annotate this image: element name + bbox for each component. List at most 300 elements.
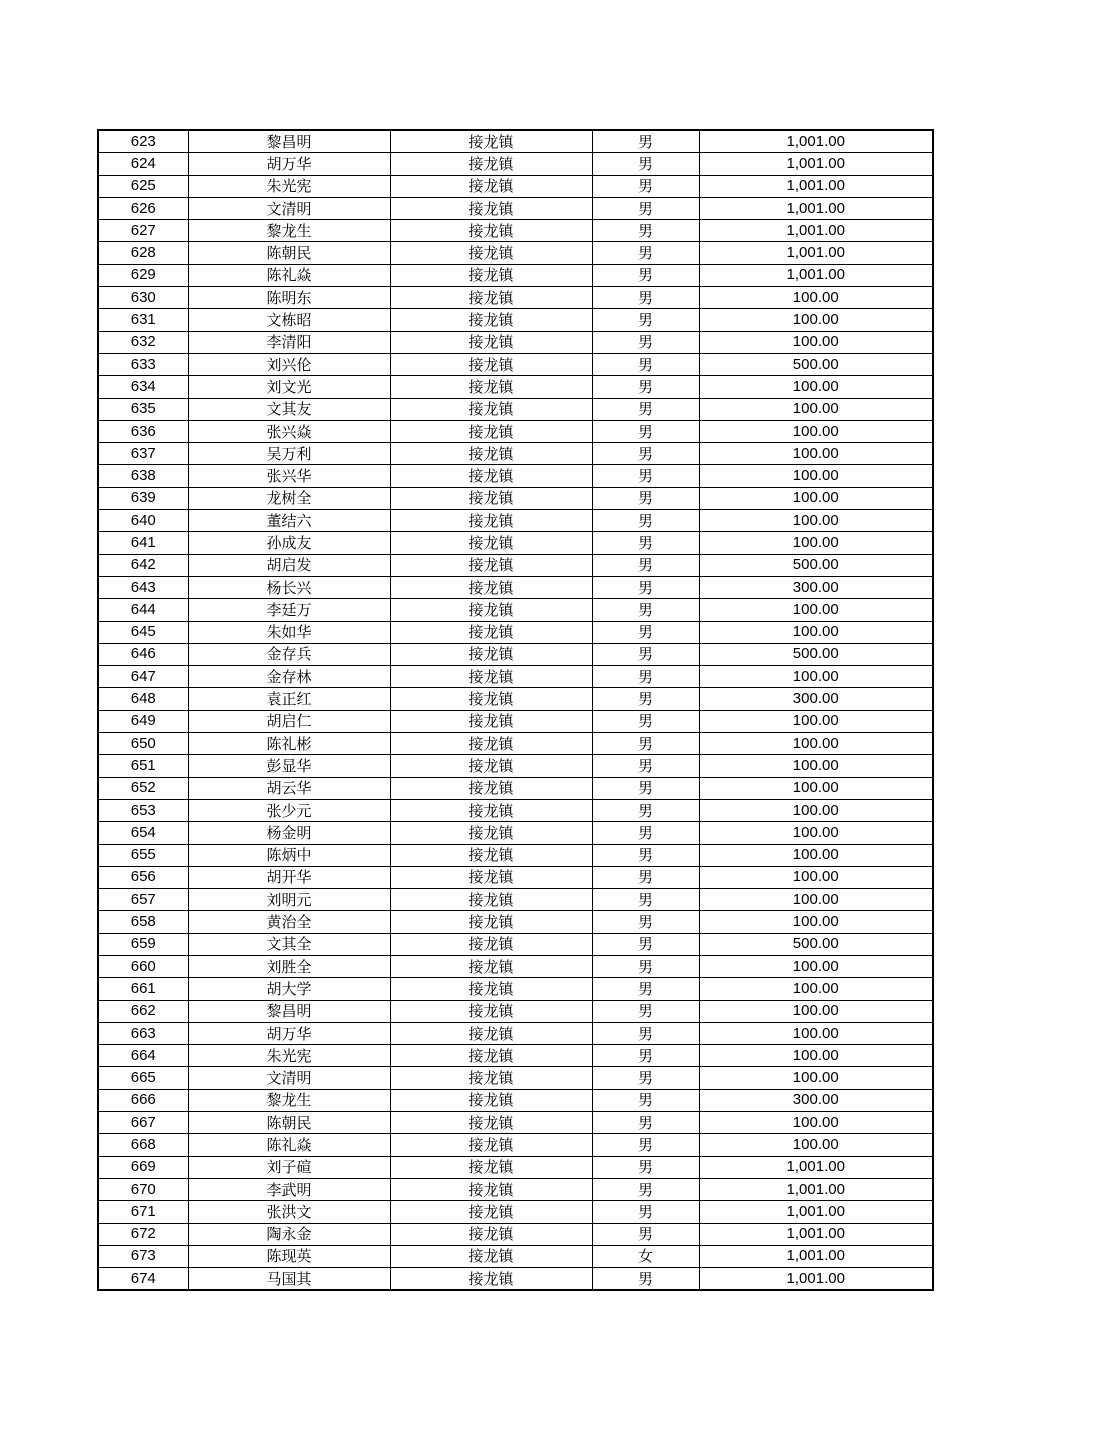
name-cell: 文其友 [188, 398, 390, 420]
row-number-cell: 665 [98, 1067, 188, 1089]
gender-cell: 男 [592, 220, 699, 242]
table-row [98, 1134, 933, 1156]
town-cell: 接龙镇 [390, 666, 592, 688]
amount-cell: 100.00 [699, 1112, 933, 1134]
name-cell: 胡万华 [188, 1022, 390, 1044]
table-row [98, 643, 933, 665]
gender-cell: 男 [592, 1156, 699, 1178]
town-cell: 接龙镇 [390, 1067, 592, 1089]
gender-cell: 男 [592, 1112, 699, 1134]
gender-cell: 女 [592, 1245, 699, 1267]
row-number-cell: 670 [98, 1178, 188, 1200]
town-cell: 接龙镇 [390, 130, 592, 153]
row-number-cell: 642 [98, 554, 188, 576]
town-cell: 接龙镇 [390, 487, 592, 509]
gender-cell: 男 [592, 777, 699, 799]
row-number-cell: 634 [98, 376, 188, 398]
gender-cell: 男 [592, 331, 699, 353]
name-cell: 胡云华 [188, 777, 390, 799]
town-cell: 接龙镇 [390, 153, 592, 175]
amount-cell: 100.00 [699, 1134, 933, 1156]
row-number-cell: 630 [98, 287, 188, 309]
amount-cell: 1,001.00 [699, 1245, 933, 1267]
town-cell: 接龙镇 [390, 955, 592, 977]
amount-cell: 100.00 [699, 532, 933, 554]
name-cell: 胡开华 [188, 866, 390, 888]
table-row [98, 1245, 933, 1267]
gender-cell: 男 [592, 197, 699, 219]
amount-cell: 100.00 [699, 666, 933, 688]
town-cell: 接龙镇 [390, 510, 592, 532]
gender-cell: 男 [592, 175, 699, 197]
town-cell: 接龙镇 [390, 287, 592, 309]
amount-cell: 1,001.00 [699, 1223, 933, 1245]
row-number-cell: 657 [98, 889, 188, 911]
name-cell: 陈明东 [188, 287, 390, 309]
amount-cell: 300.00 [699, 576, 933, 598]
amount-cell: 100.00 [699, 376, 933, 398]
row-number-cell: 672 [98, 1223, 188, 1245]
name-cell: 刘兴伦 [188, 353, 390, 375]
gender-cell: 男 [592, 1223, 699, 1245]
table-row [98, 443, 933, 465]
gender-cell: 男 [592, 1178, 699, 1200]
gender-cell: 男 [592, 1045, 699, 1067]
row-number-cell: 638 [98, 465, 188, 487]
table-row [98, 1022, 933, 1044]
town-cell: 接龙镇 [390, 799, 592, 821]
row-number-cell: 648 [98, 688, 188, 710]
row-number-cell: 668 [98, 1134, 188, 1156]
row-number-cell: 671 [98, 1201, 188, 1223]
table-row [98, 1089, 933, 1111]
amount-cell: 1,001.00 [699, 1201, 933, 1223]
town-cell: 接龙镇 [390, 1223, 592, 1245]
table-row [98, 844, 933, 866]
table-row [98, 1156, 933, 1178]
name-cell: 陈炳中 [188, 844, 390, 866]
amount-cell: 100.00 [699, 1045, 933, 1067]
gender-cell: 男 [592, 866, 699, 888]
row-number-cell: 673 [98, 1245, 188, 1267]
name-cell: 刘子碹 [188, 1156, 390, 1178]
row-number-cell: 626 [98, 197, 188, 219]
town-cell: 接龙镇 [390, 688, 592, 710]
town-cell: 接龙镇 [390, 889, 592, 911]
name-cell: 陈礼焱 [188, 1134, 390, 1156]
name-cell: 刘胜全 [188, 955, 390, 977]
row-number-cell: 628 [98, 242, 188, 264]
gender-cell: 男 [592, 1000, 699, 1022]
row-number-cell: 651 [98, 755, 188, 777]
gender-cell: 男 [592, 643, 699, 665]
row-number-cell: 660 [98, 955, 188, 977]
amount-cell: 100.00 [699, 733, 933, 755]
amount-cell: 500.00 [699, 643, 933, 665]
row-number-cell: 624 [98, 153, 188, 175]
gender-cell: 男 [592, 1089, 699, 1111]
name-cell: 胡万华 [188, 153, 390, 175]
name-cell: 龙树全 [188, 487, 390, 509]
row-number-cell: 674 [98, 1268, 188, 1291]
amount-cell: 1,001.00 [699, 242, 933, 264]
gender-cell: 男 [592, 889, 699, 911]
amount-cell: 100.00 [699, 911, 933, 933]
row-number-cell: 656 [98, 866, 188, 888]
amount-cell: 100.00 [699, 1067, 933, 1089]
town-cell: 接龙镇 [390, 733, 592, 755]
gender-cell: 男 [592, 264, 699, 286]
amount-cell: 100.00 [699, 955, 933, 977]
amount-cell: 100.00 [699, 1022, 933, 1044]
town-cell: 接龙镇 [390, 1178, 592, 1200]
table-row [98, 777, 933, 799]
amount-cell: 100.00 [699, 777, 933, 799]
row-number-cell: 640 [98, 510, 188, 532]
town-cell: 接龙镇 [390, 242, 592, 264]
town-cell: 接龙镇 [390, 554, 592, 576]
town-cell: 接龙镇 [390, 710, 592, 732]
town-cell: 接龙镇 [390, 621, 592, 643]
row-number-cell: 633 [98, 353, 188, 375]
name-cell: 胡启仁 [188, 710, 390, 732]
town-cell: 接龙镇 [390, 532, 592, 554]
amount-cell: 100.00 [699, 621, 933, 643]
town-cell: 接龙镇 [390, 1156, 592, 1178]
row-number-cell: 636 [98, 420, 188, 442]
amount-cell: 1,001.00 [699, 197, 933, 219]
gender-cell: 男 [592, 599, 699, 621]
row-number-cell: 667 [98, 1112, 188, 1134]
table-row [98, 532, 933, 554]
name-cell: 文其全 [188, 933, 390, 955]
town-cell: 接龙镇 [390, 1022, 592, 1044]
row-number-cell: 649 [98, 710, 188, 732]
row-number-cell: 669 [98, 1156, 188, 1178]
town-cell: 接龙镇 [390, 1134, 592, 1156]
table-row [98, 309, 933, 331]
name-cell: 李廷万 [188, 599, 390, 621]
name-cell: 陈朝民 [188, 1112, 390, 1134]
row-number-cell: 655 [98, 844, 188, 866]
town-cell: 接龙镇 [390, 755, 592, 777]
town-cell: 接龙镇 [390, 465, 592, 487]
row-number-cell: 631 [98, 309, 188, 331]
table-row [98, 1067, 933, 1089]
name-cell: 孙成友 [188, 532, 390, 554]
table-row [98, 599, 933, 621]
row-number-cell: 664 [98, 1045, 188, 1067]
row-number-cell: 650 [98, 733, 188, 755]
town-cell: 接龙镇 [390, 643, 592, 665]
table-row [98, 220, 933, 242]
amount-cell: 100.00 [699, 287, 933, 309]
row-number-cell: 663 [98, 1022, 188, 1044]
table-row [98, 554, 933, 576]
amount-cell: 100.00 [699, 844, 933, 866]
amount-cell: 100.00 [699, 331, 933, 353]
row-number-cell: 637 [98, 443, 188, 465]
row-number-cell: 629 [98, 264, 188, 286]
amount-cell: 1,001.00 [699, 1268, 933, 1291]
town-cell: 接龙镇 [390, 978, 592, 1000]
name-cell: 金存林 [188, 666, 390, 688]
name-cell: 李武明 [188, 1178, 390, 1200]
table-row [98, 933, 933, 955]
row-number-cell: 641 [98, 532, 188, 554]
gender-cell: 男 [592, 911, 699, 933]
town-cell: 接龙镇 [390, 376, 592, 398]
gender-cell: 男 [592, 532, 699, 554]
gender-cell: 男 [592, 688, 699, 710]
amount-cell: 100.00 [699, 1000, 933, 1022]
town-cell: 接龙镇 [390, 420, 592, 442]
name-cell: 朱光宪 [188, 175, 390, 197]
amount-cell: 500.00 [699, 933, 933, 955]
table-row [98, 264, 933, 286]
gender-cell: 男 [592, 733, 699, 755]
table-row [98, 1000, 933, 1022]
amount-cell: 1,001.00 [699, 130, 933, 153]
gender-cell: 男 [592, 1268, 699, 1291]
table-row [98, 510, 933, 532]
gender-cell: 男 [592, 621, 699, 643]
name-cell: 陈礼焱 [188, 264, 390, 286]
table-row [98, 197, 933, 219]
row-number-cell: 645 [98, 621, 188, 643]
name-cell: 陈朝民 [188, 242, 390, 264]
town-cell: 接龙镇 [390, 1268, 592, 1291]
amount-cell: 100.00 [699, 822, 933, 844]
gender-cell: 男 [592, 510, 699, 532]
table-row [98, 331, 933, 353]
table-row [98, 1223, 933, 1245]
data-table [97, 129, 934, 1291]
town-cell: 接龙镇 [390, 1045, 592, 1067]
table-row [98, 420, 933, 442]
town-cell: 接龙镇 [390, 197, 592, 219]
table-row [98, 666, 933, 688]
table-row [98, 710, 933, 732]
amount-cell: 1,001.00 [699, 153, 933, 175]
amount-cell: 100.00 [699, 309, 933, 331]
name-cell: 朱光宪 [188, 1045, 390, 1067]
amount-cell: 1,001.00 [699, 220, 933, 242]
name-cell: 张兴华 [188, 465, 390, 487]
name-cell: 张洪文 [188, 1201, 390, 1223]
table-row [98, 242, 933, 264]
gender-cell: 男 [592, 287, 699, 309]
gender-cell: 男 [592, 309, 699, 331]
amount-cell: 100.00 [699, 978, 933, 1000]
row-number-cell: 643 [98, 576, 188, 598]
name-cell: 张少元 [188, 799, 390, 821]
row-number-cell: 647 [98, 666, 188, 688]
name-cell: 陈现英 [188, 1245, 390, 1267]
amount-cell: 300.00 [699, 688, 933, 710]
town-cell: 接龙镇 [390, 353, 592, 375]
gender-cell: 男 [592, 1067, 699, 1089]
gender-cell: 男 [592, 576, 699, 598]
name-cell: 刘文光 [188, 376, 390, 398]
table-row [98, 955, 933, 977]
gender-cell: 男 [592, 710, 699, 732]
row-number-cell: 635 [98, 398, 188, 420]
table-row [98, 733, 933, 755]
row-number-cell: 639 [98, 487, 188, 509]
amount-cell: 1,001.00 [699, 175, 933, 197]
gender-cell: 男 [592, 978, 699, 1000]
table-row [98, 153, 933, 175]
amount-cell: 1,001.00 [699, 264, 933, 286]
gender-cell: 男 [592, 465, 699, 487]
name-cell: 杨金明 [188, 822, 390, 844]
row-number-cell: 666 [98, 1089, 188, 1111]
name-cell: 陈礼彬 [188, 733, 390, 755]
amount-cell: 100.00 [699, 710, 933, 732]
table-body [98, 130, 933, 1290]
row-number-cell: 646 [98, 643, 188, 665]
amount-cell: 100.00 [699, 889, 933, 911]
name-cell: 文清明 [188, 1067, 390, 1089]
gender-cell: 男 [592, 1134, 699, 1156]
table-row [98, 376, 933, 398]
amount-cell: 500.00 [699, 554, 933, 576]
name-cell: 袁正红 [188, 688, 390, 710]
table-row [98, 822, 933, 844]
table-row [98, 911, 933, 933]
town-cell: 接龙镇 [390, 844, 592, 866]
name-cell: 彭显华 [188, 755, 390, 777]
amount-cell: 100.00 [699, 599, 933, 621]
row-number-cell: 627 [98, 220, 188, 242]
table-row [98, 1178, 933, 1200]
table-row [98, 1045, 933, 1067]
table-row [98, 130, 933, 153]
town-cell: 接龙镇 [390, 1112, 592, 1134]
gender-cell: 男 [592, 153, 699, 175]
name-cell: 李清阳 [188, 331, 390, 353]
town-cell: 接龙镇 [390, 309, 592, 331]
row-number-cell: 662 [98, 1000, 188, 1022]
table-row [98, 398, 933, 420]
town-cell: 接龙镇 [390, 331, 592, 353]
row-number-cell: 644 [98, 599, 188, 621]
name-cell: 黎昌明 [188, 1000, 390, 1022]
amount-cell: 300.00 [699, 1089, 933, 1111]
amount-cell: 1,001.00 [699, 1178, 933, 1200]
gender-cell: 男 [592, 554, 699, 576]
name-cell: 胡大学 [188, 978, 390, 1000]
row-number-cell: 658 [98, 911, 188, 933]
table-row [98, 889, 933, 911]
name-cell: 刘明元 [188, 889, 390, 911]
row-number-cell: 654 [98, 822, 188, 844]
row-number-cell: 661 [98, 978, 188, 1000]
table-row [98, 799, 933, 821]
town-cell: 接龙镇 [390, 1245, 592, 1267]
table-row [98, 353, 933, 375]
table-row [98, 1268, 933, 1291]
row-number-cell: 625 [98, 175, 188, 197]
gender-cell: 男 [592, 1022, 699, 1044]
gender-cell: 男 [592, 420, 699, 442]
name-cell: 文清明 [188, 197, 390, 219]
name-cell: 马国其 [188, 1268, 390, 1291]
amount-cell: 100.00 [699, 465, 933, 487]
table-row [98, 576, 933, 598]
name-cell: 文栋昭 [188, 309, 390, 331]
amount-cell: 100.00 [699, 510, 933, 532]
gender-cell: 男 [592, 242, 699, 264]
name-cell: 胡启发 [188, 554, 390, 576]
name-cell: 朱如华 [188, 621, 390, 643]
town-cell: 接龙镇 [390, 576, 592, 598]
table-row [98, 1201, 933, 1223]
town-cell: 接龙镇 [390, 866, 592, 888]
name-cell: 杨长兴 [188, 576, 390, 598]
row-number-cell: 653 [98, 799, 188, 821]
town-cell: 接龙镇 [390, 443, 592, 465]
name-cell: 黎龙生 [188, 220, 390, 242]
gender-cell: 男 [592, 487, 699, 509]
gender-cell: 男 [592, 398, 699, 420]
town-cell: 接龙镇 [390, 933, 592, 955]
gender-cell: 男 [592, 376, 699, 398]
table-row [98, 755, 933, 777]
table-row [98, 465, 933, 487]
amount-cell: 1,001.00 [699, 1156, 933, 1178]
town-cell: 接龙镇 [390, 398, 592, 420]
amount-cell: 100.00 [699, 487, 933, 509]
name-cell: 董结六 [188, 510, 390, 532]
amount-cell: 100.00 [699, 755, 933, 777]
row-number-cell: 632 [98, 331, 188, 353]
table-row [98, 621, 933, 643]
table-row [98, 688, 933, 710]
name-cell: 黎昌明 [188, 130, 390, 153]
town-cell: 接龙镇 [390, 1201, 592, 1223]
table-row [98, 175, 933, 197]
table-row [98, 487, 933, 509]
gender-cell: 男 [592, 799, 699, 821]
amount-cell: 100.00 [699, 799, 933, 821]
town-cell: 接龙镇 [390, 220, 592, 242]
name-cell: 黎龙生 [188, 1089, 390, 1111]
gender-cell: 男 [592, 755, 699, 777]
gender-cell: 男 [592, 933, 699, 955]
table-row [98, 287, 933, 309]
town-cell: 接龙镇 [390, 175, 592, 197]
amount-cell: 100.00 [699, 443, 933, 465]
gender-cell: 男 [592, 1201, 699, 1223]
gender-cell: 男 [592, 666, 699, 688]
town-cell: 接龙镇 [390, 599, 592, 621]
town-cell: 接龙镇 [390, 1000, 592, 1022]
town-cell: 接龙镇 [390, 911, 592, 933]
gender-cell: 男 [592, 844, 699, 866]
gender-cell: 男 [592, 955, 699, 977]
amount-cell: 100.00 [699, 398, 933, 420]
gender-cell: 男 [592, 443, 699, 465]
gender-cell: 男 [592, 822, 699, 844]
gender-cell: 男 [592, 353, 699, 375]
row-number-cell: 659 [98, 933, 188, 955]
name-cell: 陶永金 [188, 1223, 390, 1245]
table-row [98, 1112, 933, 1134]
table-row [98, 866, 933, 888]
town-cell: 接龙镇 [390, 1089, 592, 1111]
